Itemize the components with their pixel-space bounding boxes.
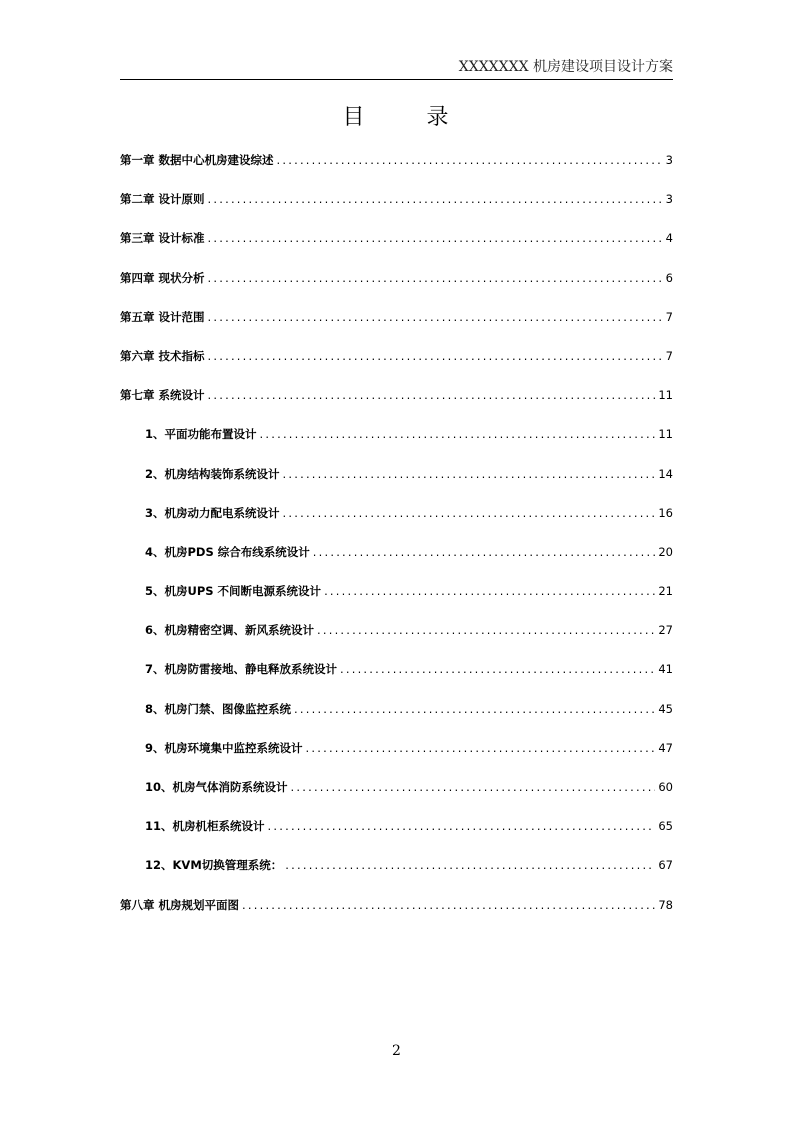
toc-entry-label: 第八章 机房规划平面图 (120, 897, 240, 912)
toc-dot-leader (208, 231, 663, 245)
toc-entry-label: 2、机房结构装饰系统设计 (145, 466, 280, 481)
toc-entry-page-number: 7 (665, 348, 673, 363)
toc-entry-label: 5、机房UPS 不间断电源系统设计 (145, 584, 322, 599)
toc-entry-label: 6、机房精密空调、新风系统设计 (145, 623, 314, 638)
toc-dot-leader (208, 349, 663, 363)
page-title (0, 100, 793, 131)
toc-section-entry[interactable] (120, 426, 673, 465)
toc-entry-label: 4、机房PDS 综合布线系统设计 (145, 544, 310, 559)
toc-section-entry[interactable] (120, 779, 673, 818)
toc-entry-page-number: 3 (665, 192, 673, 207)
toc-entry-label: 1、平面功能布置设计 (145, 427, 257, 442)
toc-dot-leader (283, 467, 656, 481)
toc-dot-leader (277, 153, 663, 167)
toc-chapter-entry[interactable] (120, 230, 673, 269)
toc-entry-page-number: 6 (665, 270, 673, 285)
toc-entry-label: 第五章 设计范围 (120, 309, 205, 324)
page-header (120, 55, 673, 80)
toc-entry-label: 第一章 数据中心机房建设综述 (120, 153, 274, 167)
toc-dot-leader (260, 427, 656, 441)
toc-entry-page-number: 4 (665, 231, 673, 246)
toc-entry-label: 11、机房机柜系统设计 (145, 819, 265, 834)
table-of-contents (120, 152, 673, 936)
toc-entry-label: 第七章 系统设计 (120, 388, 205, 403)
toc-entry-label: 7、机房防雷接地、静电释放系统设计 (145, 662, 337, 677)
toc-entry-page-number: 41 (658, 662, 673, 677)
toc-entry-page-number: 67 (658, 858, 673, 873)
toc-chapter-entry[interactable] (120, 387, 673, 426)
toc-entry-page-number: 16 (658, 505, 673, 520)
toc-section-entry[interactable] (120, 701, 673, 740)
toc-entry-page-number: 14 (658, 466, 673, 481)
title-char-1: 目 (342, 105, 367, 130)
toc-dot-leader (283, 506, 656, 520)
toc-dot-leader (324, 584, 655, 598)
toc-dot-leader (208, 192, 663, 206)
toc-section-entry[interactable] (120, 857, 673, 896)
toc-section-entry[interactable] (120, 622, 673, 661)
toc-entry-label: 12、KVM切换管理系统： (145, 858, 283, 873)
toc-dot-leader (317, 623, 655, 637)
toc-chapter-entry[interactable] (120, 270, 673, 309)
toc-entry-page-number: 7 (665, 309, 673, 324)
toc-dot-leader (208, 388, 656, 402)
toc-dot-leader (313, 545, 656, 559)
toc-chapter-entry[interactable] (120, 152, 673, 191)
toc-dot-leader (208, 271, 663, 285)
toc-dot-leader (242, 898, 655, 912)
toc-entry-page-number: 27 (658, 623, 673, 638)
header-text: XXXXXXX 机房建设项目设计方案 (458, 59, 673, 75)
toc-section-entry[interactable] (120, 740, 673, 779)
toc-entry-page-number: 65 (658, 819, 673, 834)
toc-entry-label: 3、机房动力配电系统设计 (145, 505, 280, 520)
toc-entry-label: 10、机房气体消防系统设计 (145, 780, 288, 794)
toc-chapter-entry[interactable] (120, 309, 673, 348)
toc-dot-leader (294, 702, 655, 716)
toc-dot-leader (306, 741, 656, 755)
toc-entry-page-number: 3 (665, 153, 673, 167)
toc-section-entry[interactable] (120, 544, 673, 583)
toc-section-entry[interactable] (120, 466, 673, 505)
toc-entry-label: 9、机房环境集中监控系统设计 (145, 740, 303, 755)
toc-dot-leader (208, 310, 663, 324)
toc-entry-page-number: 45 (658, 701, 673, 716)
toc-entry-page-number: 20 (658, 544, 673, 559)
toc-entry-page-number: 11 (658, 427, 673, 442)
toc-entry-label: 第三章 设计标准 (120, 231, 205, 246)
toc-section-entry[interactable] (120, 818, 673, 857)
toc-chapter-entry[interactable] (120, 348, 673, 387)
toc-chapter-entry[interactable] (120, 191, 673, 230)
toc-section-entry[interactable] (120, 505, 673, 544)
toc-entry-page-number: 47 (658, 740, 673, 755)
toc-entry-label: 第四章 现状分析 (120, 270, 205, 285)
toc-entry-label: 第二章 设计原则 (120, 192, 205, 207)
toc-entry-page-number: 11 (658, 388, 673, 403)
toc-dot-leader (285, 858, 655, 872)
toc-entry-page-number: 60 (658, 780, 673, 794)
page-number: 2 (392, 1043, 401, 1059)
toc-dot-leader (268, 819, 656, 833)
toc-entry-page-number: 78 (658, 897, 673, 912)
toc-dot-leader (340, 662, 655, 676)
title-char-2: 录 (426, 105, 451, 130)
toc-chapter-entry[interactable] (120, 897, 673, 936)
toc-entry-label: 第六章 技术指标 (120, 348, 205, 363)
toc-entry-page-number: 21 (658, 584, 673, 599)
toc-section-entry[interactable] (120, 661, 673, 700)
toc-entry-label: 8、机房门禁、图像监控系统 (145, 701, 292, 716)
toc-section-entry[interactable] (120, 583, 673, 622)
toc-dot-leader (291, 780, 656, 794)
